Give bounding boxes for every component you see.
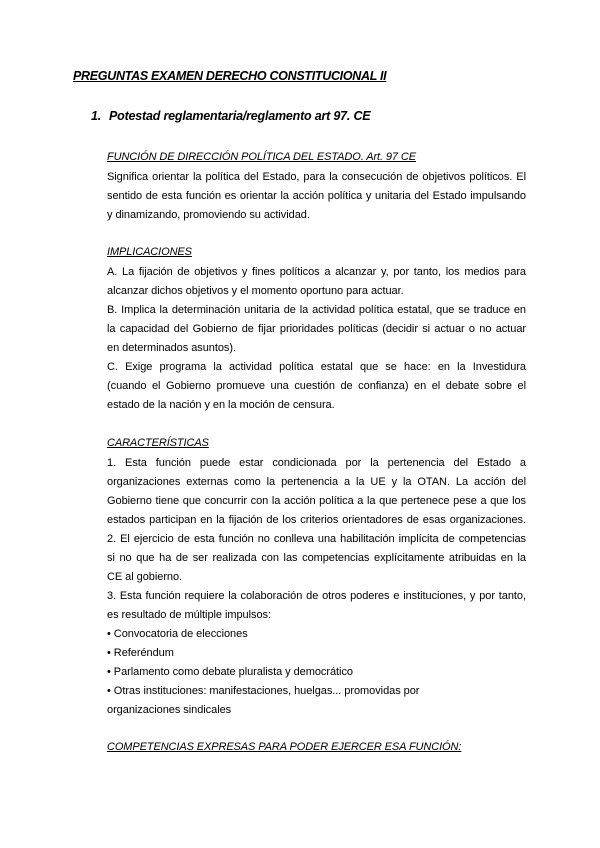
question-number: 1. xyxy=(91,109,102,123)
paragraph-line: 1. Esta función puede estar condicionada por la pertenencia del Estado a xyxy=(107,457,526,469)
document-title: PREGUNTAS EXAMEN DERECHO CONSTITUCIONAL II xyxy=(73,69,387,83)
bullet-item: • Otras instituciones: manifestaciones, huelgas... promovidas por xyxy=(107,685,420,697)
paragraph-line: alcanzar dichos objetivos y el momento oportuno para actuar. xyxy=(107,285,404,297)
bullet-item-continuation: organizaciones sindicales xyxy=(107,704,232,716)
paragraph-line: es resultado de múltiple impulsos: xyxy=(107,609,271,621)
paragraph-line: y dinamizando, promoviendo su actividad. xyxy=(107,209,310,221)
section-heading-competencias: COMPETENCIAS EXPRESAS PARA PODER EJERCER ESA FUNCIÓN: xyxy=(107,741,462,753)
paragraph-line: 3. Esta función requiere la colaboración de otros poderes e instituciones, y por tanto, xyxy=(107,590,526,602)
question-text: Potestad reglamentaria/reglamento art 97. CE xyxy=(109,109,371,123)
paragraph-line: Gobierno tiene que concurrir con la acción política a la que pertenece pese a que los xyxy=(107,495,526,507)
paragraph-line: 2. El ejercicio de esta función no conlleva una habilitación implícita de competencias xyxy=(107,533,526,545)
paragraph-line: estados participan en la fijación de los criterios orientadores de esas organizaciones. xyxy=(107,514,526,526)
paragraph-line: Significa orientar la política del Estado, para la consecución de objetivos políticos. El xyxy=(107,171,526,183)
paragraph-line: B. Implica la determinación unitaria de la actividad política estatal, que se traduce en xyxy=(107,304,526,316)
paragraph-line: estado de la nación y en la moción de censura. xyxy=(107,399,335,411)
paragraph-line: CE al gobierno. xyxy=(107,571,183,583)
section-heading-funcion: FUNCIÓN DE DIRECCIÓN POLÍTICA DEL ESTADO. Art. 97 CE xyxy=(107,151,416,163)
paragraph-line: si no que ha de ser realizada con las competencias explícitamente atribuidas en la xyxy=(107,552,526,564)
paragraph-line: C. Exige programa la actividad política estatal que se hace: en la Investidura xyxy=(107,361,526,373)
paragraph-line: la capacidad del Gobierno de fijar prioridades políticas (decidir si actuar o no actuar xyxy=(107,323,526,335)
bullet-item: • Convocatoria de elecciones xyxy=(107,628,248,640)
section-heading-caracteristicas: CARACTERÍSTICAS xyxy=(107,437,209,449)
paragraph-line: A. La fijación de objetivos y fines políticos a alcanzar y, por tanto, los medios para xyxy=(107,266,526,278)
paragraph-line: sentido de esta función es orientar la acción política y unitaria del Estado impulsando xyxy=(107,190,526,202)
paragraph-line: (cuando el Gobierno promueve una cuestión de confianza) en el debate sobre el xyxy=(107,380,526,392)
section-heading-implicaciones: IMPLICACIONES xyxy=(107,246,192,258)
paragraph-line: organizaciones externas como la pertenencia a la UE y la OTAN. La acción del xyxy=(107,476,526,488)
question-title xyxy=(91,109,370,123)
bullet-item: • Referéndum xyxy=(107,647,174,659)
bullet-item: • Parlamento como debate pluralista y democrático xyxy=(107,666,353,678)
paragraph-line: en determinados asuntos). xyxy=(107,342,236,354)
